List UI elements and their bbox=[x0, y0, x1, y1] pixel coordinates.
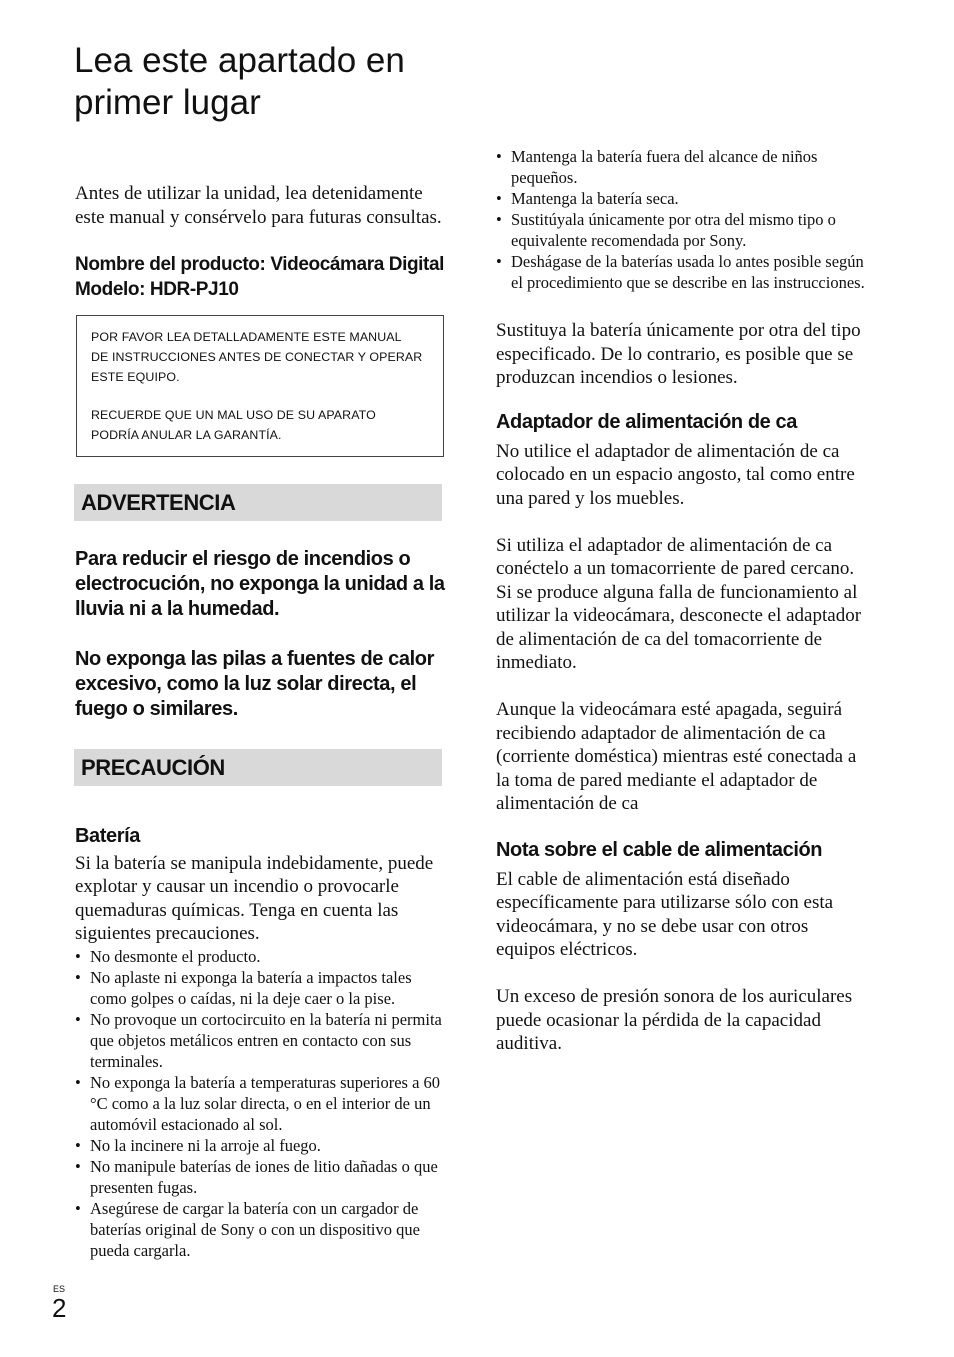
list-item bbox=[496, 209, 870, 251]
battery-handling-list bbox=[496, 146, 870, 293]
product-name: Nombre del producto: Videocámara Digital bbox=[75, 254, 445, 275]
bullet-icon: • bbox=[75, 1198, 81, 1218]
page-title-line1: Lea este apartado en bbox=[74, 41, 405, 80]
list-item-text: No la incinere ni la arroje al fuego. bbox=[90, 1135, 321, 1155]
list-item bbox=[75, 1198, 447, 1261]
list-item bbox=[75, 1156, 447, 1198]
list-item-text: No aplaste ni exponga la batería a impactos tales como golpes o caídas, ni la deje caer o la pise. bbox=[90, 967, 412, 1008]
intro-paragraph: Antes de utilizar la unidad, lea detenidamente este manual y consérvelo para futuras consultas. bbox=[75, 183, 442, 228]
bateria-heading: Batería bbox=[75, 824, 141, 847]
bullet-icon: • bbox=[496, 147, 502, 166]
adapter-paragraph: No utilice el adaptador de alimentación de ca colocado en un espacio angosto, tal como entre una pared y los muebles. bbox=[496, 440, 855, 509]
bullet-icon: • bbox=[496, 189, 502, 208]
bullet-icon: • bbox=[75, 1009, 81, 1029]
list-item-text: Sustitúyala únicamente por otra del mismo tipo o equivalente recomendada por Sony. bbox=[511, 210, 836, 250]
list-item-text: No desmonte el producto. bbox=[90, 946, 261, 966]
list-item-text: No provoque un cortocircuito en la batería ni permita que objetos metálicos entren en contacto con sus terminales. bbox=[90, 1009, 442, 1071]
footer-language-code: ES bbox=[53, 1284, 66, 1294]
list-item bbox=[75, 1072, 447, 1135]
product-model: Modelo: HDR-PJ10 bbox=[75, 279, 239, 300]
right-column bbox=[496, 146, 870, 1056]
cable-heading: Nota sobre el cable de alimentación bbox=[496, 838, 823, 861]
left-column bbox=[75, 182, 447, 1261]
list-item-text: No exponga la batería a temperaturas superiores a 60 °C como a la luz solar directa, o en el interior de un automóvil estacionado al sol. bbox=[90, 1072, 441, 1134]
bullet-icon: • bbox=[496, 210, 502, 229]
notice-line: POR FAVOR LEA DETALLADAMENTE ESTE MANUAL bbox=[91, 330, 402, 344]
list-item bbox=[496, 251, 870, 293]
list-item bbox=[496, 146, 870, 188]
notice-line: PODRÍA ANULAR LA GARANTÍA. bbox=[91, 428, 282, 443]
notice-line: DE INSTRUCCIONES ANTES DE CONECTAR Y OPERAR bbox=[91, 349, 423, 364]
bullet-icon: • bbox=[496, 252, 502, 271]
warning-battery-heat: No exponga las pilas a fuentes de calor excesivo, como la luz solar directa, el fuego o similares. bbox=[75, 647, 434, 720]
bullet-icon: • bbox=[75, 967, 81, 987]
advertencia-heading: ADVERTENCIA bbox=[74, 484, 442, 521]
page-title-line2: primer lugar bbox=[74, 83, 261, 122]
notice-box bbox=[76, 315, 444, 457]
bullet-icon: • bbox=[75, 1156, 81, 1176]
list-item-text: No manipule baterías de iones de litio dañadas o que presenten fugas. bbox=[90, 1156, 438, 1197]
notice-line: ESTE EQUIPO. bbox=[91, 369, 180, 384]
list-item-text: Mantenga la batería fuera del alcance de niños pequeños. bbox=[511, 147, 818, 187]
bullet-icon: • bbox=[75, 1072, 81, 1092]
bullet-icon: • bbox=[75, 946, 81, 966]
battery-precautions-list bbox=[75, 946, 447, 1261]
list-item bbox=[75, 946, 447, 967]
precaucion-heading: PRECAUCIÓN bbox=[74, 749, 442, 786]
list-item bbox=[75, 1009, 447, 1072]
product-info bbox=[75, 252, 447, 302]
page-title bbox=[74, 40, 494, 124]
bullet-icon: • bbox=[75, 1135, 81, 1155]
replace-battery-paragraph: Sustituya la batería únicamente por otra del tipo especificado. De lo contrario, es posible que se produzcan incendios o lesiones. bbox=[496, 320, 861, 388]
notice-spacer bbox=[91, 387, 431, 406]
list-item bbox=[75, 1135, 447, 1156]
warning-fire-electrocution: Para reducir el riesgo de incendios o electrocución, no exponga la unidad a la lluvia ni a la humedad. bbox=[75, 547, 445, 620]
list-item-text: Mantenga la batería seca. bbox=[511, 189, 679, 208]
list-item-text: Asegúrese de cargar la batería con un cargador de baterías original de Sony o con un dispositivo que pueda cargarla. bbox=[90, 1198, 420, 1260]
list-item bbox=[496, 188, 870, 209]
adapter-paragraph: Si utiliza el adaptador de alimentación de ca conéctelo a un tomacorriente de pared cercano. Si se produce alguna falla de funcionamiento al utilizar la videocámara, desconecte el adaptador de alimentación de ca del tomacorriente de inmediato. bbox=[496, 534, 862, 673]
adapter-heading: Adaptador de alimentación de ca bbox=[496, 410, 798, 433]
hearing-warning-paragraph: Un exceso de presión sonora de los auriculares puede ocasionar la pérdida de la capacidad auditiva. bbox=[496, 986, 853, 1054]
cable-paragraph: El cable de alimentación está diseñado específicamente para utilizarse sólo con esta videocámara, y no se debe usar con otros equipos eléctricos. bbox=[496, 868, 834, 960]
notice-line: RECUERDE QUE UN MAL USO DE SU APARATO bbox=[91, 408, 376, 423]
bateria-paragraph: Si la batería se manipula indebidamente, puede explotar y causar un incendio o provocarle quemaduras químicas. Tenga en cuenta las siguientes precauciones. bbox=[75, 852, 434, 945]
adapter-paragraph: Aunque la videocámara esté apagada, seguirá recibiendo adaptador de alimentación de ca (corriente doméstica) mientras esté conectada a la toma de pared mediante el adaptador de alimentación de ca bbox=[496, 699, 857, 814]
list-item-text: Deshágase de la baterías usada lo antes posible según el procedimiento que se describe en las instrucciones. bbox=[511, 252, 865, 292]
list-item bbox=[75, 967, 447, 1009]
page-number: 2 bbox=[52, 1293, 67, 1323]
